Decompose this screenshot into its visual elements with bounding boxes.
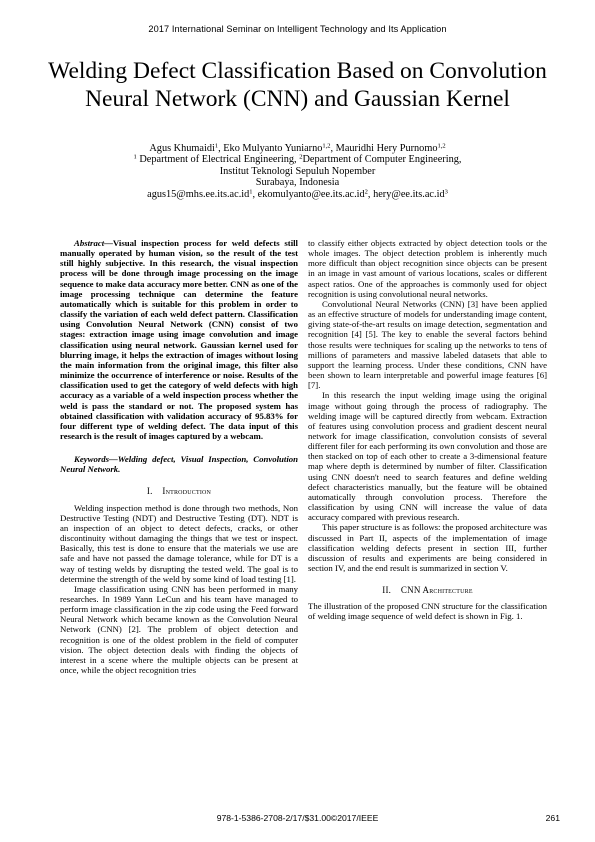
author-block <box>40 143 555 200</box>
section-2-initial: CNN A <box>400 585 430 596</box>
title-line-2: Neural Network (CNN) and Gaussian Kernel <box>85 85 510 112</box>
section-heading-cnn-architecture <box>308 585 547 595</box>
right-column <box>308 238 547 622</box>
section-heading-introduction <box>60 486 298 496</box>
keywords-text: —Welding defect, Visual Inspection, Convolution Neural Network. <box>60 454 298 475</box>
paragraph-4: Convolutional Neural Networks (CNN) [3] have been applied as an effective structure of models for understanding image content, giving state-of-the-art results on image detection, segmentation and recognition [4] [5]. The key to enable the several factors behind those results were techniques for scaling up the networks to tens of millions of parameters and massive labeled datasets that able to support the learning process. Under these conditions, CNN have been shown to learn interpretable and powerful image features [6] [7]. <box>308 298 547 391</box>
section-1-title-rest: ntroduction <box>165 486 212 497</box>
footer-page-number: 261 <box>545 813 560 823</box>
section-1-initial: I <box>162 486 166 497</box>
email-3: , hery@ee.its.ac.id <box>367 188 445 200</box>
keywords <box>60 454 298 474</box>
footer-isbn: 978-1-5386-2708-2/17/$31.00©2017/IEEE <box>216 813 379 823</box>
paragraph-1: Welding inspection method is done through two methods, Non Destructive Testing (NDT) and Destructive Testing (DT). NDT is an inspection of an object to detect defects, cracks, or other discontinuity without damaging the things that we test or inspect. Basically, this test is done to ensure that the materials we use are safe and have not passed the damage tolerance, while for DT is a way of testing welds by disrupting the tested weld. The goal is to determine the strength of the weld by some kind of load testing [1]. <box>60 502 298 584</box>
paragraph-6: This paper structure is as follows: the proposed architecture was discussed in Part II, aspects of the implementation of image classification welding defects present in section III, further discussion of results and experiments are being considered in section IV, and the end result is summarized in section V. <box>308 522 547 573</box>
title-line-1: Welding Defect Classification Based on Convolution <box>48 58 547 84</box>
abstract-text: —Visual inspection process for weld defects still manually operated by human vision, so the result of the test still highly subjective. In this research, the visual inspection process will be done through image processing on the image sequence to make data accuracy more better. CNN as one of the image processing technique can determine the feature automatically which is suitable for this problem in order to classify the variation of each weld defect pattern. Classification using Convolution Neural Network (CNN) consist of two stages: extraction image using image convolution and image classification using neural network. Gaussian kernel used for blurring image, it helps the extraction of images without losing the main information from the original image, this filter also minimize the occurrence of interference or noise. Results of the classification used to get the category of weld defects with high accuracy as a variable of a weld inspection process whether the weld is pass the standard or not. The proposed system has obtained classification with validation accuracy of 95.83% for four different type of welding defect. The data input of this research is the result of images captured by a webcam. <box>60 238 298 441</box>
email-1: agus15@mhs.ee.its.ac.id <box>147 188 250 200</box>
conference-header: 2017 International Seminar on Intelligent Technology and Its Application <box>148 24 447 34</box>
keywords-label: Keywords <box>74 454 109 465</box>
author-2-sup: 1,2 <box>322 142 331 150</box>
author-emails <box>40 189 555 200</box>
author-1: Agus Khumaidi <box>149 143 215 154</box>
paragraph-7: The illustration of the proposed CNN structure for the classification of welding image sequence of weld defect is shown in Fig. 1. <box>308 601 547 622</box>
affiliation-city: Surabaya, Indonesia <box>255 177 340 189</box>
author-3: , Mauridhi Hery Purnomo <box>330 143 438 154</box>
paragraph-5: In this research the input welding image using the original image without going through the process of radiography. The welding image will be captured directly from webcam. Extraction of features using convolution process and gradient descent neural network for image classification, convolution consists of several different filer for each performing its own convolution and those are then stacked on top of each other to create a 3-dimensional feature map where depth is determined by number of filter. Classification using CNN doesn't need to search features and define welding defect characteristics manually, but the feature will be obtained automatically through convolution process. Therefore the classification by using CNN will increase the value of data accuracy compared with previous research. <box>308 390 547 523</box>
aff-2: Department of Computer Engineering, <box>302 154 462 166</box>
email-1-sup: 1 <box>249 188 253 196</box>
author-names <box>40 143 555 154</box>
email-3-sup: 3 <box>444 188 448 196</box>
section-1-number: I. <box>146 486 153 497</box>
paragraph-2: Image classification using CNN has been performed in many researches. In 1989 Yann LeCun and his team have managed to perform image classification in the zip code using the Feed forward Neural Network which became known as the Convolution Neural Network (CNN) [2]. The problem of object detection and recognition is one of the oldest problem in the field of computer vision. The object detection deals with finding the objects of interest in a scene where the multiple objects can be present at once, while the object recognition tries <box>60 583 298 676</box>
paragraph-3: to classify either objects extracted by object detection tools or the whole images. The object detection problem is inherently much more difficult than object recognition since objects can be present in an image in vast amount of various locations, scales or different aspect ratios. One of the approaches is commonly used for object recognition is using convolutional neural networks. <box>308 238 547 299</box>
abstract-label: Abstract <box>74 238 105 248</box>
section-2-number: II. <box>382 585 392 596</box>
author-2: , Eko Mulyanto Yuniarno <box>218 143 323 154</box>
affiliation-departments <box>40 154 555 165</box>
affiliation-institution: Institut Teknologi Sepuluh Nopember <box>219 165 376 177</box>
email-2: , ekomulyanto@ee.its.ac.id <box>252 188 365 200</box>
aff-1-sup: 1 <box>133 153 137 161</box>
aff-1: Department of Electrical Engineering, <box>136 154 300 166</box>
aff-2-sup: 2 <box>299 153 303 161</box>
paper-title <box>20 58 575 113</box>
email-2-sup: 2 <box>364 188 368 196</box>
author-3-sup: 1,2 <box>437 142 446 150</box>
left-column <box>60 238 298 675</box>
abstract <box>60 238 298 441</box>
author-1-sup: 1 <box>214 142 219 150</box>
section-2-title-rest: rchitecture <box>429 585 473 596</box>
